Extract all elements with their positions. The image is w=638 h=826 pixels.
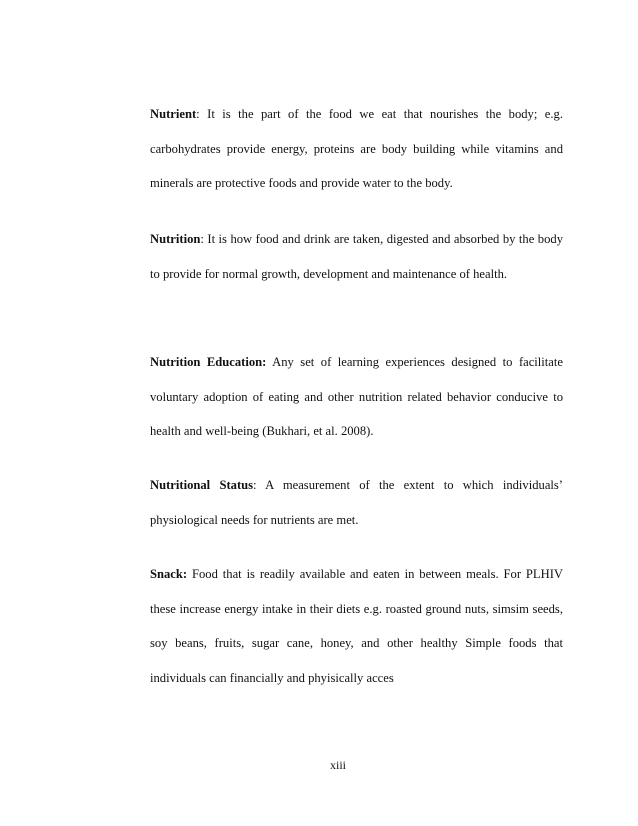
definition-separator: :: [253, 478, 266, 492]
definition-term: Nutrient: [150, 107, 197, 121]
definition-text: It is the part of the food we eat that nourishes the body; e.g. carbohydrates provide energy, proteins are body building while vitamins and minerals are protective foods and provide water to the body.: [150, 107, 563, 190]
definition-nutrition: [150, 222, 563, 291]
definition-term: Snack:: [150, 567, 188, 581]
definition-nutritional-status: [150, 468, 563, 537]
definition-term: Nutritional Status: [150, 478, 254, 492]
page-number: xiii: [329, 758, 346, 772]
definition-term: Nutrition Education:: [150, 355, 267, 369]
definition-nutrition-education: [150, 345, 563, 449]
definition-text: Any set of learning experiences designed to facilitate voluntary adoption of eating and other nutrition related behavior conducive to health and well-being (Bukhari, et al. 2008).: [150, 355, 563, 438]
definition-nutrient: [150, 97, 563, 201]
definition-term: Nutrition: [150, 232, 201, 246]
definition-text: It is how food and drink are taken, digested and absorbed by the body to provide for normal growth, development and maintenance of health.: [150, 232, 563, 281]
definition-text: A measurement of the extent to which individuals’ physiological needs for nutrients are met.: [150, 478, 564, 527]
definition-separator: :: [196, 107, 208, 121]
definition-text: Food that is readily available and eaten in between meals. For PLHIV these increase energy intake in their diets e.g. roasted ground nuts, simsim seeds, soy beans, fruits, sugar cane, honey, and other healthy Simple foods that individuals can financially and phyisically acces: [150, 567, 564, 685]
definition-separator: :: [200, 232, 208, 246]
definition-snack: [150, 557, 563, 695]
